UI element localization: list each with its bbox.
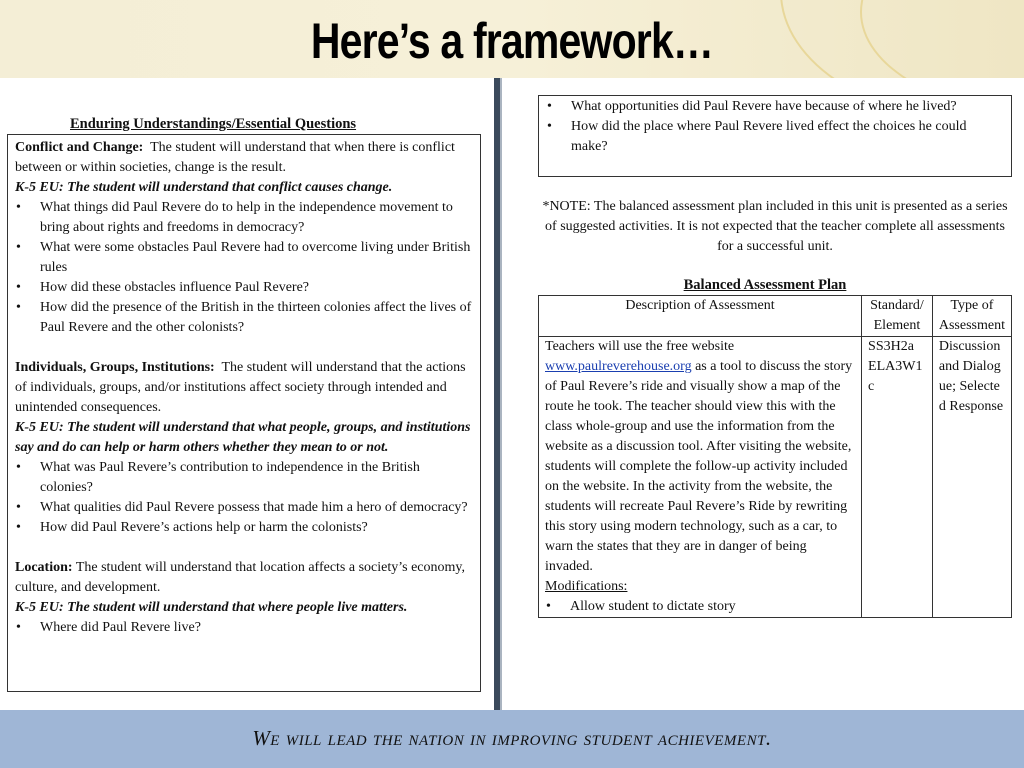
section-text: The student will understand that the actions of individuals, groups, and/or institutions affect society through intended and unintended consequences. bbox=[15, 360, 466, 415]
cell-standard: SS3H2a ELA3W1c bbox=[862, 337, 933, 618]
table-header-row bbox=[539, 296, 1012, 337]
question-list bbox=[15, 458, 473, 538]
question-list bbox=[15, 198, 473, 338]
assessment-note: *NOTE: The balanced assessment plan included in this unit is presented as a series of suggested activities. It is not expected that the teacher complete all assessments for a successful unit. bbox=[542, 199, 1008, 254]
k5-eu: K-5 EU: The student will understand that where people live matters. bbox=[15, 600, 408, 615]
header-description: Description of Assessment bbox=[539, 296, 862, 337]
cell-type: Discussion and Dialogue; Selected Response bbox=[932, 337, 1011, 618]
question-list bbox=[546, 97, 1004, 157]
k5-eu: K-5 EU: The student will understand that conflict causes change. bbox=[15, 180, 393, 195]
section-label: Individuals, Groups, Institutions: bbox=[15, 360, 215, 375]
section-intro bbox=[15, 558, 473, 598]
description-text: Teachers will use the free website bbox=[545, 339, 735, 354]
website-link[interactable]: www.paulreverehouse.org bbox=[545, 359, 692, 374]
section-intro bbox=[15, 138, 473, 178]
list-item: • What was Paul Revere’s contribution to independence in the British colonies? bbox=[15, 458, 473, 498]
header-type: Type of Assessment bbox=[932, 296, 1011, 337]
k5-eu: K-5 EU: The student will understand that what people, groups, and institutions say and do can help or harm others whether they mean to or not. bbox=[15, 420, 471, 455]
list-item: • How did these obstacles influence Paul Revere? bbox=[15, 278, 473, 298]
list-item: • How did Paul Revere’s actions help or harm the colonists? bbox=[15, 518, 473, 538]
column-divider bbox=[494, 78, 500, 710]
list-item: • Where did Paul Revere live? bbox=[15, 618, 473, 638]
section-label: Location: bbox=[15, 560, 73, 575]
slide-title: Here’s a framework… bbox=[310, 13, 714, 69]
list-item: • How did the place where Paul Revere lived effect the choices he could make? bbox=[546, 117, 1004, 157]
list-item: • How did the presence of the British in the thirteen colonies affect the lives of Paul Revere and the other colonists? bbox=[15, 298, 473, 338]
cell-description bbox=[539, 337, 862, 618]
section-text: The student will understand that when there is conflict between or within societies, change is the result. bbox=[15, 140, 455, 175]
eu-heading: Enduring Understandings/Essential Questions bbox=[70, 116, 357, 132]
list-item: • What qualities did Paul Revere possess that made him a hero of democracy? bbox=[15, 498, 473, 518]
list-item: • What things did Paul Revere do to help in the independence movement to bring about rights and freedoms in democracy? bbox=[15, 198, 473, 238]
modifications-label: Modifications: bbox=[545, 579, 628, 594]
questions-box bbox=[538, 95, 1012, 177]
modification-item: • Allow student to dictate story bbox=[545, 597, 855, 617]
description-text: as a tool to discuss the story of Paul Revere’s ride and visually show a map of the route he took. The teacher should view this with the class whole-group and use the information from the website as a discussion tool. After visiting the website, students will complete the follow-up activity included on the website. In the activity from the website, the students will recreate Paul Revere’s Ride by rewriting this story using modern technology, such as a car, to warn the states that they are in danger of being invaded. bbox=[545, 359, 853, 574]
question-list bbox=[15, 618, 473, 638]
section-location bbox=[15, 558, 473, 638]
header-standard: Standard/ Element bbox=[862, 296, 933, 337]
eu-box bbox=[7, 134, 481, 692]
list-item: • What opportunities did Paul Revere have because of where he lived? bbox=[546, 97, 1004, 117]
table-row bbox=[539, 337, 1012, 618]
section-intro bbox=[15, 358, 473, 418]
section-label: Conflict and Change: bbox=[15, 140, 144, 155]
section-conflict-change bbox=[15, 138, 473, 338]
assessment-table bbox=[538, 295, 1012, 618]
section-text: The student will understand that location affects a society’s economy, culture, and development. bbox=[15, 560, 465, 595]
list-item: • What were some obstacles Paul Revere had to overcome living under British rules bbox=[15, 238, 473, 278]
section-individuals-groups bbox=[15, 358, 473, 538]
bap-heading: Balanced Assessment Plan bbox=[683, 277, 847, 293]
footer-motto: We will lead the nation in improving student achievement. bbox=[252, 726, 772, 750]
